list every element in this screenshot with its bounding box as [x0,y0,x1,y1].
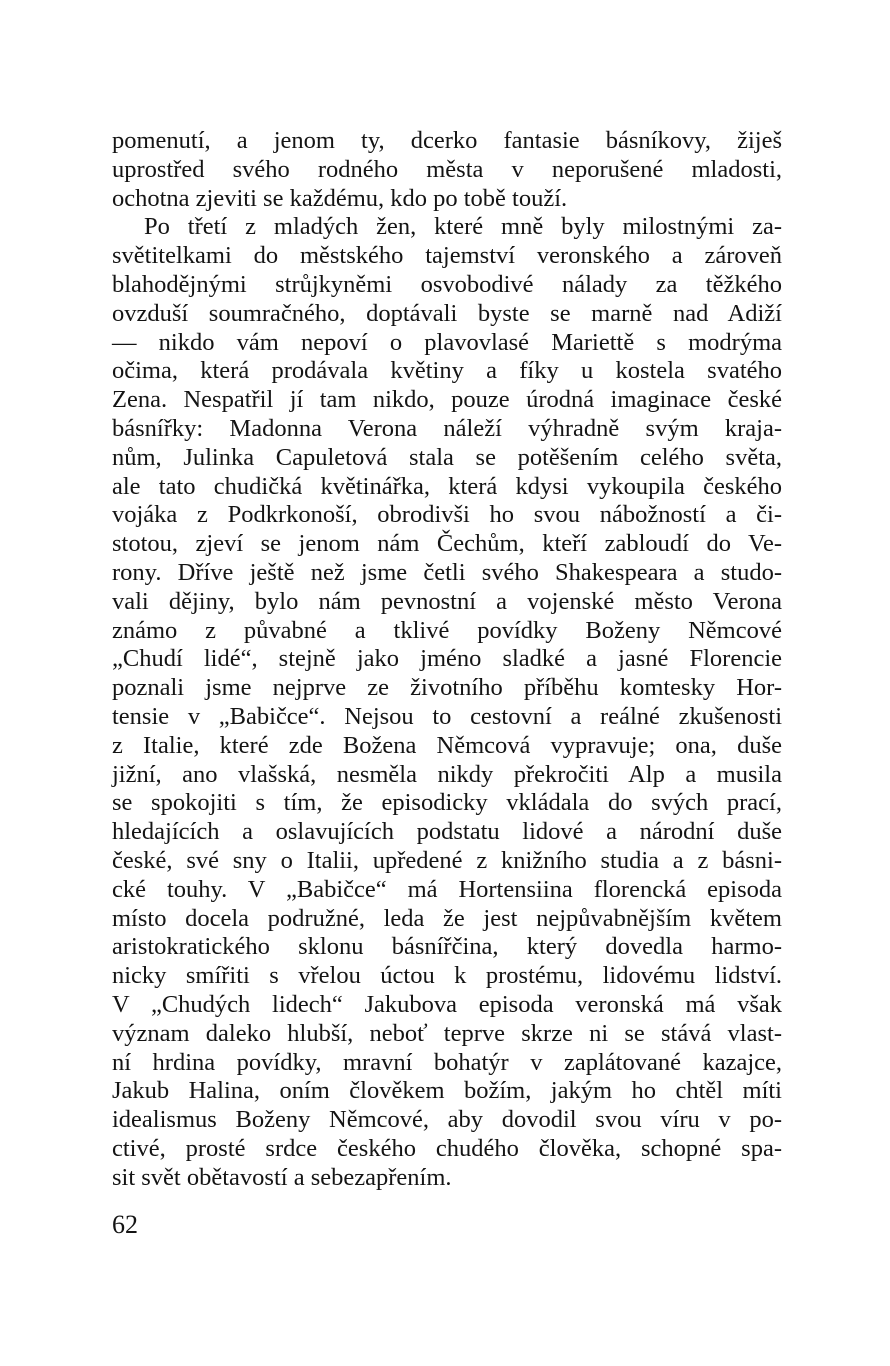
text-line: české, své sny o Italii, upředené z knižního studia a z básni- [112,846,782,874]
text-line: ale tato chudičká květinářka, která kdysi vykoupila českého [112,472,782,500]
text-line: ctivé, prosté srdce českého chudého člověka, schopné spa- [112,1134,782,1162]
page-number: 62 [112,1210,138,1239]
text-line: Jakub Halina, oním člověkem božím, jakým ho chtěl míti [112,1077,782,1105]
text-line: pomenutí, a jenom ty, dcerko fantasie básníkovy, žiješ [112,127,782,154]
text-line: z Italie, které zde Božena Němcová vypravuje; ona, duše [112,731,782,759]
text-line: uprostřed svého rodného města v neporušené mladosti, [112,155,782,183]
text-line: očima, která prodávala květiny a fíky u kostela svatého [112,357,782,385]
text-line: vali dějiny, bylo nám pevnostní a vojenské město Verona [112,587,782,615]
text-line: blahodějnými strůjkyněmi osvobodivé nálady za těžkého [112,270,782,298]
text-line: hledajících a oslavujících podstatu lidové a národní duše [112,818,782,846]
text-line: Zena. Nespatřil jí tam nikdo, pouze úrodná imaginace české [112,386,782,414]
text-line: stotou, zjeví se jenom nám Čechům, kteří zabloudí do Ve- [112,530,782,558]
text-line: se spokojiti s tím, že episodicky vkládala do svých prací, [112,789,782,817]
paragraph-first-line: Po třetí z mladých žen, které mně byly milostnými za- [144,213,782,241]
text-line: poznali jsme nejprve ze životního příběhu komtesky Hor- [112,674,782,702]
text-line: V „Chudých lidech“ Jakubova episoda veronská má však [112,990,782,1018]
text-line: „Chudí lidé“, stejně jako jméno sladké a jasné Florencie [112,645,782,673]
text-line: básnířky: Madonna Verona náleží výhradně svým kraja- [112,414,782,442]
text-line: význam daleko hlubší, neboť teprve skrze ni se stává vlast- [112,1019,782,1047]
text-line: ovzduší soumračného, doptávali byste se marně nad Adiží [112,299,782,327]
text-line: idealismus Boženy Němcové, aby dovodil svou víru v po- [112,1106,782,1134]
text-line: ochotna zjeviti se každému, kdo po tobě touží. [112,184,568,212]
text-line: rony. Dříve ještě než jsme četli svého Shakespeara a studo- [112,558,782,586]
text-line: vojáka z Podkrkonoší, obrodivši ho svou nábožností a či- [112,501,782,529]
text-line: nům, Julinka Capuletová stala se potěšením celého světa, [112,443,782,471]
text-line: jižní, ano vlašská, nesměla nikdy překročiti Alp a musila [112,760,782,788]
text-line: místo docela podružné, leda že jest nejpůvabnějším květem [112,904,782,932]
text-line: známo z půvabné a tklivé povídky Boženy Němcové [112,616,782,644]
text-line: cké touhy. V „Babičce“ má Hortensiina florencká episoda [112,875,782,903]
text-line: aristokratického sklonu básnířčina, který dovedla harmo- [112,933,782,961]
text-line: sit svět obětavostí a sebezapřením. [112,1163,452,1191]
text-line: světitelkami do městského tajemství veronského a zároveň [112,242,782,270]
text-line: — nikdo vám nepoví o plavovlasé Mariettě s modrýma [112,328,782,356]
text-line: ní hrdina povídky, mravní bohatýr v zaplátované kazajce, [112,1048,782,1076]
body-text [112,127,782,1192]
text-line: tensie v „Babičce“. Nejsou to cestovní a reálné zkušenosti [112,702,782,730]
text-line: nicky smířiti s vřelou úctou k prostému, lidovému lidství. [112,962,782,990]
